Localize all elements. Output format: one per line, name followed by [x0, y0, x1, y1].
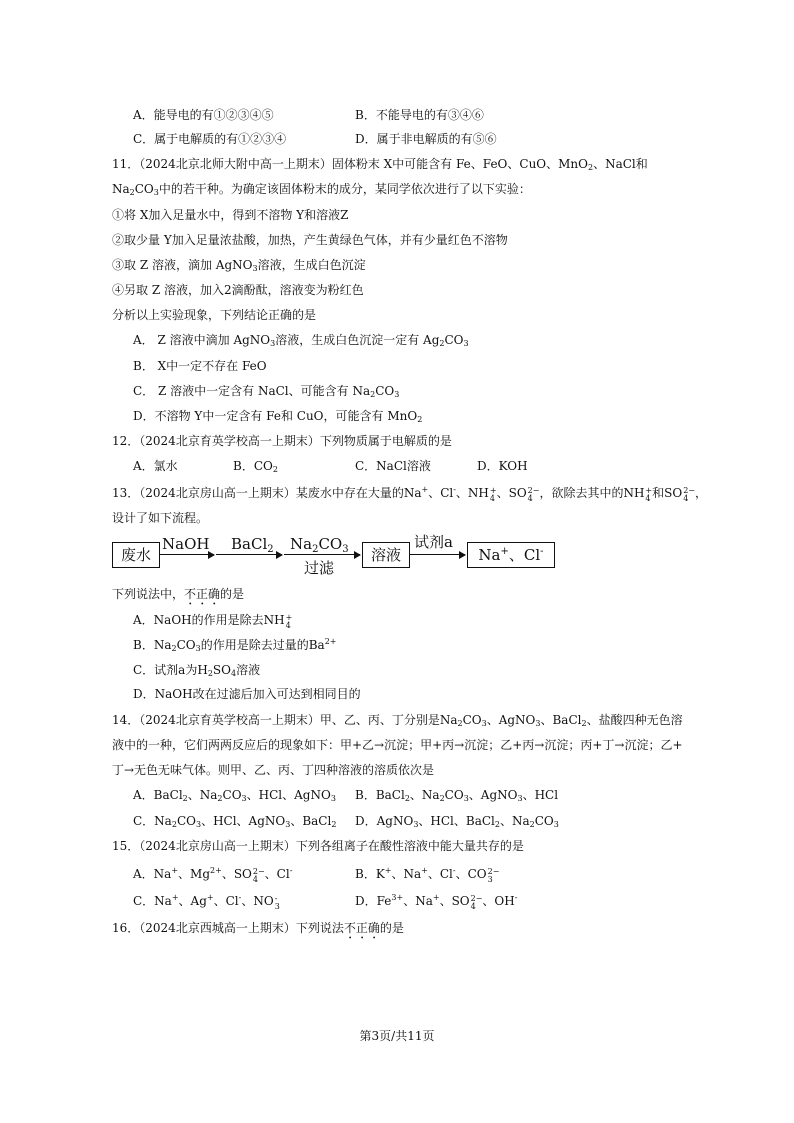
q15-option-d: D．$Fe^{3+}$、Na+、SO 2− 4 、OH-	[355, 893, 518, 911]
q13-option-d: D．NaOH改在过滤后加入可达到相同目的	[133, 687, 361, 701]
q13-option-b: B．$Na_2CO_3$的作用是除去过量的$Ba^{2+}$	[133, 637, 337, 653]
q14-stem-line3: 丁→无色无味气体。则甲、乙、丙、丁四种溶液的溶质依次是	[112, 763, 435, 777]
flow-box-wastewater: 废水	[112, 542, 160, 568]
q14-stem-line1: 14．（2024北京育英学校高一上期末）甲、乙、丙、丁分别是$Na_2CO_3$、AgNO$_3$、BaCl$_2$、盐酸四种无色溶	[112, 713, 683, 728]
q10-option-a: A．能导电的有①②③④⑤	[133, 108, 274, 122]
q13-option-c: C．试剂a为$H_2SO_4$溶液	[133, 663, 261, 678]
flow-arrow-1	[160, 554, 214, 555]
q14-option-b: B．BaCl$_2$、$Na_2CO_3$、AgNO$_3$、HCl	[355, 788, 559, 803]
q13-stem-line1: 13．（2024北京房山高一上期末）某废水中存在大量的Na+、Cl-、NH + 4 、SO 2− 4 ，欲除去其中的NH + 4 和SO 2− 4 ，	[112, 485, 707, 503]
q11-step1: ①将 X加入足量水中，得到不溶物 Y和溶液Z	[112, 208, 349, 222]
q14-option-c: C．$Na_2CO_3$、HCl、AgNO$_3$、BaCl$_2$	[133, 814, 337, 829]
q11-option-b: B． X中一定不存在 FeO	[133, 359, 267, 373]
q14-option-a: A．BaCl$_2$、$Na_2CO_3$、HCl、AgNO$_3$	[133, 788, 336, 803]
flow-arrow-4	[410, 554, 465, 555]
q11-option-d: D．不溶物 Y中一定含有 Fe和 CuO，可能含有 MnO$_2$	[133, 409, 423, 424]
flow-label-na2co3: $Na_2CO_3$	[290, 535, 349, 555]
q15-option-a: A．Na+、$Mg^{2+}$、SO 2− 4 、Cl-	[133, 866, 293, 884]
q12-option-a: A．氯水	[133, 459, 178, 473]
q15-option-c: C．Na+、Ag+、Cl-、NO - 3	[133, 893, 280, 911]
q15-stem: 15．（2024北京房山高一上期末）下列各组离子在酸性溶液中能大量共存的是	[112, 839, 524, 853]
q10-option-d: D．属于非电解质的有⑤⑥	[355, 132, 497, 146]
q12-option-c: C．NaCl溶液	[355, 459, 431, 473]
flow-box-solution: 溶液	[362, 542, 410, 568]
q11-stem-line2: $Na_2CO_3$中的若干种。为确定该固体粉末的成分，某同学依次进行了以下实验：	[112, 182, 531, 197]
q11-step4: ④另取 Z 溶液，加入2滴酚酞，溶液变为粉红色	[112, 283, 364, 297]
q13-question: 下列说法中，不正确的是	[112, 587, 245, 601]
q13-stem-line2: 设计了如下流程。	[112, 511, 209, 525]
q15-option-b: B．K+、Na+、Cl-、CO 2− 3	[355, 866, 500, 884]
q16-stem: 16．（2024北京西城高一上期末）下列说法不正确的是	[112, 921, 404, 935]
q12-option-b: B．$CO_2$	[233, 459, 278, 474]
q12-option-d: D．KOH	[477, 459, 528, 473]
q11-stem-line1: 11．（2024北京北师大附中高一上期末）固体粉末 X中可能含有 Fe、FeO、CuO、MnO$_2$、NaCl和	[112, 157, 648, 172]
q12-stem: 12．（2024北京育英学校高一上期末）下列物质属于电解质的是	[112, 434, 452, 448]
q11-step3: ③取 Z 溶液，滴加 AgNO$_3$溶液，生成白色沉淀	[112, 258, 366, 273]
q11-step2: ②取少量 Y加入足量浓盐酸，加热，产生黄绿色气体，并有少量红色不溶物	[112, 233, 508, 247]
q11-option-a: A． Z 溶液中滴加 AgNO$_3$溶液，生成白色沉淀一定有 $Ag_2CO_3$	[133, 333, 469, 348]
q10-option-b: B．不能导电的有③④⑥	[355, 108, 484, 122]
flow-label-reagent-a: 试剂a	[414, 533, 453, 551]
q10-option-c: C．属于电解质的有①②③④	[133, 132, 287, 146]
q14-option-d: D．AgNO$_3$、HCl、BaCl$_2$、$Na_2CO_3$	[355, 814, 559, 829]
page-number: 第3页/共11页	[359, 1029, 435, 1043]
q13-option-a: A．NaOH的作用是除去NH + 4	[133, 613, 293, 630]
flow-box-result: Na+、Cl-	[467, 542, 555, 568]
q11-option-c: C． Z 溶液中一定含有 NaCl、可能含有 $Na_2CO_3$	[133, 384, 400, 399]
q11-analysis: 分析以上实验现象，下列结论正确的是	[112, 308, 317, 322]
flow-label-filter: 过滤	[304, 559, 335, 577]
q13-flow-diagram	[112, 535, 562, 585]
q14-stem-line2: 液中的一种，它们两两反应后的现象如下：甲+乙→沉淀；甲+丙→沉淀；乙+丙→沉淀；丙+丁→沉淀；乙+	[112, 738, 683, 752]
flow-label-bacl2: BaCl$_2$	[231, 535, 274, 555]
flow-label-naoh: NaOH	[162, 535, 210, 553]
